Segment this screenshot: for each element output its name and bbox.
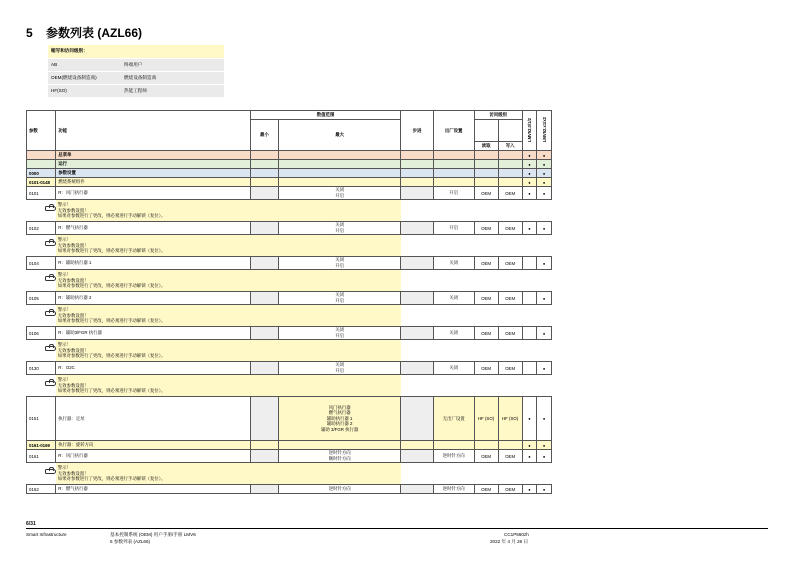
- table-row: [27, 327, 552, 340]
- warning-spacer: [401, 375, 552, 397]
- warning-hand-icon-cell: [27, 463, 56, 485]
- param-step: [401, 257, 433, 270]
- table-row: [27, 151, 552, 160]
- param-read-access: OEM: [474, 485, 498, 494]
- param-write-access: [498, 160, 522, 169]
- footer-doc-code: CC1P560zh: [504, 532, 529, 537]
- param-max: 关闭 开启: [279, 222, 401, 235]
- param-max: [279, 160, 401, 169]
- param-min: [250, 222, 278, 235]
- param-function: 总菜单: [56, 151, 251, 160]
- param-step: [401, 441, 433, 450]
- table-row: [27, 178, 552, 187]
- variant-2-marker: ●: [537, 222, 552, 235]
- footer-rule: [26, 528, 768, 529]
- pointing-hand-icon: [45, 241, 56, 246]
- variant-2-marker: ●: [537, 151, 552, 160]
- param-max: 关闭 开启: [279, 292, 401, 305]
- param-step: [401, 222, 433, 235]
- param-step: [401, 178, 433, 187]
- param-step: [401, 169, 433, 178]
- param-read-access: OEM: [474, 187, 498, 200]
- variant-2-marker: ●: [537, 257, 552, 270]
- variant-2-marker: ●: [537, 187, 552, 200]
- param-default: [433, 151, 474, 160]
- param-default: 开启: [433, 222, 474, 235]
- variant-1-marker: [522, 362, 537, 375]
- table-row: [27, 169, 552, 178]
- warning-row: [27, 200, 552, 222]
- param-step: [401, 485, 433, 494]
- warning-hand-icon-cell: [27, 235, 56, 257]
- pointing-hand-icon: [45, 469, 56, 474]
- param-function: 执行器：旋转方向: [56, 441, 251, 450]
- warning-text: 警示！ 无效参数设置！ 如果对参数进行了更改，则必须进行手动解锁（复位）。: [56, 200, 401, 222]
- param-id: 0104: [27, 257, 56, 270]
- param-function: R：辅助3/FGR 执行器: [56, 327, 251, 340]
- param-id: 0106: [27, 327, 56, 340]
- param-default: 关闭: [433, 292, 474, 305]
- param-max: 逆时针方向: [279, 485, 401, 494]
- param-default: 开启: [433, 187, 474, 200]
- param-id: 0161: [27, 450, 56, 463]
- param-read-access: OEM: [474, 450, 498, 463]
- param-max: 逆时针方向 顺时针方向: [279, 450, 401, 463]
- param-function: R：风门执行器: [56, 187, 251, 200]
- pointing-hand-icon: [45, 206, 56, 211]
- warning-row: [27, 270, 552, 292]
- param-read-access: [474, 151, 498, 160]
- page-number: 6/31: [26, 521, 36, 527]
- param-read-access: [474, 441, 498, 450]
- warning-hand-icon-cell: [27, 305, 56, 327]
- variant-1-marker: ●: [522, 187, 537, 200]
- param-read-access: HF (SO): [474, 397, 498, 441]
- param-min: [250, 169, 278, 178]
- warning-row: [27, 235, 552, 257]
- warning-text: 警示！ 无效参数设置！ 如果对参数进行了更改，则必须进行手动解锁（复位）。: [56, 270, 401, 292]
- abbr-value: 终端用户: [121, 58, 224, 71]
- table-row: [27, 160, 552, 169]
- variant-1-marker: [522, 327, 537, 340]
- param-write-access: OEM: [498, 327, 522, 340]
- variant-1-marker: ●: [522, 151, 537, 160]
- param-function: 执行器：定址: [56, 397, 251, 441]
- param-write-access: [498, 441, 522, 450]
- param-default: 无出厂设置: [433, 397, 474, 441]
- param-min: [250, 362, 278, 375]
- param-default: [433, 160, 474, 169]
- param-write-access: OEM: [498, 257, 522, 270]
- pointing-hand-icon: [45, 346, 56, 351]
- param-step: [401, 151, 433, 160]
- param-id: 0105: [27, 292, 56, 305]
- param-min: [250, 160, 278, 169]
- param-min: [250, 327, 278, 340]
- warning-row: [27, 340, 552, 362]
- param-default: 关闭: [433, 362, 474, 375]
- warning-row: [27, 375, 552, 397]
- warning-spacer: [401, 305, 552, 327]
- table-row: [27, 257, 552, 270]
- param-id: 0102: [27, 222, 56, 235]
- param-step: [401, 160, 433, 169]
- param-min: [250, 292, 278, 305]
- abbr-value: 燃烧设备制造商: [121, 71, 224, 84]
- param-step: [401, 362, 433, 375]
- table-row: [27, 187, 552, 200]
- table-row: [27, 441, 552, 450]
- footer-company: Smart Infrastructure: [26, 532, 67, 537]
- param-function: R：O2C: [56, 362, 251, 375]
- warning-spacer: [401, 200, 552, 222]
- param-max: 关闭 开启: [279, 257, 401, 270]
- param-default: 关闭: [433, 327, 474, 340]
- param-id: 0130: [27, 362, 56, 375]
- warning-text: 警示！ 无效参数设置！ 如果对参数进行了更改，则必须进行手动解锁（复位）。: [56, 305, 401, 327]
- variant-2-marker: ●: [537, 485, 552, 494]
- param-function: R：燃气执行器: [56, 222, 251, 235]
- param-write-access: OEM: [498, 450, 522, 463]
- param-min: [250, 187, 278, 200]
- table-row: [27, 222, 552, 235]
- param-read-access: OEM: [474, 362, 498, 375]
- param-write-access: OEM: [498, 187, 522, 200]
- col-header-read: 读取: [474, 142, 498, 151]
- variant-2-marker: ●: [537, 397, 552, 441]
- variant-1-marker: [522, 257, 537, 270]
- param-min: [250, 178, 278, 187]
- col-header-variant-2: LMV52.x1/x2: [537, 111, 552, 151]
- warning-hand-icon-cell: [27, 340, 56, 362]
- param-function: 参数设置: [56, 169, 251, 178]
- abbr-key: HF(SO): [48, 84, 121, 97]
- param-max: 关闭 开启: [279, 187, 401, 200]
- param-step: [401, 187, 433, 200]
- param-function: R：风门执行器: [56, 450, 251, 463]
- variant-2-marker: ●: [537, 169, 552, 178]
- heading-title: 参数列表 (AZL66): [46, 26, 143, 40]
- param-write-access: [498, 151, 522, 160]
- variant-2-marker: ●: [537, 292, 552, 305]
- param-write-access: [498, 178, 522, 187]
- table-row: [27, 362, 552, 375]
- footer-doc-title: 基本控制系统 (OEM) 用户手册/手册 LMV6: [110, 532, 196, 537]
- param-write-access: HF (SO): [498, 397, 522, 441]
- param-id: 0000: [27, 169, 56, 178]
- abbr-key: AB: [48, 58, 121, 71]
- param-write-access: OEM: [498, 292, 522, 305]
- param-min: [250, 485, 278, 494]
- warning-hand-icon-cell: [27, 270, 56, 292]
- param-id: 0151: [27, 397, 56, 441]
- col-header-default: 出厂设置: [433, 111, 474, 151]
- param-id: 0101: [27, 187, 56, 200]
- abbr-key: OEM(燃烧设备制造商): [48, 71, 121, 84]
- param-max: 关闭 开启: [279, 327, 401, 340]
- param-default: 逆时针方向: [433, 485, 474, 494]
- warning-row: [27, 305, 552, 327]
- variant-2-marker: ●: [537, 160, 552, 169]
- param-min: [250, 397, 278, 441]
- param-default: [433, 169, 474, 178]
- param-max: 关闭 开启: [279, 362, 401, 375]
- param-id: 0162: [27, 485, 56, 494]
- footer-date: 2022 年 4 月 26 日: [490, 539, 529, 544]
- abbr-header: 缩写和访问级别：: [48, 45, 224, 58]
- param-default: 关闭: [433, 257, 474, 270]
- warning-spacer: [401, 270, 552, 292]
- param-default: [433, 441, 474, 450]
- param-id: 0161-0169: [27, 441, 56, 450]
- param-step: [401, 292, 433, 305]
- param-function: 运行: [56, 160, 251, 169]
- param-default: [433, 178, 474, 187]
- table-row: [27, 397, 552, 441]
- param-step: [401, 397, 433, 441]
- table-row: [27, 292, 552, 305]
- param-id: [27, 160, 56, 169]
- param-write-access: OEM: [498, 222, 522, 235]
- param-min: [250, 450, 278, 463]
- param-step: [401, 327, 433, 340]
- param-min: [250, 151, 278, 160]
- heading-number: 5: [26, 26, 33, 40]
- page-heading: [26, 24, 142, 41]
- param-default: 逆时针方向: [433, 450, 474, 463]
- col-header-max: 最大: [279, 120, 401, 151]
- warning-spacer: [401, 340, 552, 362]
- pointing-hand-icon: [45, 311, 56, 316]
- variant-1-marker: ●: [522, 441, 537, 450]
- param-read-access: OEM: [474, 327, 498, 340]
- param-read-access: [474, 160, 498, 169]
- warning-text: 警示！ 无效参数设置！ 如果对参数进行了更改，则必须进行手动解锁（复位）。: [56, 375, 401, 397]
- table-row: [27, 450, 552, 463]
- param-id: 0101-0148: [27, 178, 56, 187]
- variant-1-marker: ●: [522, 222, 537, 235]
- param-min: [250, 441, 278, 450]
- pointing-hand-icon: [45, 276, 56, 281]
- param-max: [279, 151, 401, 160]
- warning-spacer: [401, 463, 552, 485]
- variant-1-marker: ●: [522, 169, 537, 178]
- warning-hand-icon-cell: [27, 200, 56, 222]
- warning-text: 警示！ 无效参数设置！ 如果对参数进行了更改，则必须进行手动解锁（复位）。: [56, 235, 401, 257]
- col-header-range: 数值范围: [250, 111, 401, 120]
- warning-text: 警示！ 无效参数设置！ 如果对参数进行了更改，则必须进行手动解锁（复位）。: [56, 340, 401, 362]
- param-step: [401, 450, 433, 463]
- warning-spacer: [401, 235, 552, 257]
- param-id: [27, 151, 56, 160]
- abbr-value: 热能工程师: [121, 84, 224, 97]
- col-header-step: 步进: [401, 111, 433, 151]
- warning-text: 警示！ 无效参数设置！ 如果对参数进行了更改，则必须进行手动解锁（复位）。: [56, 463, 401, 485]
- col-header-variant-1: LMV52.0/1/2: [522, 111, 537, 151]
- param-max: 风门执行器 燃气执行器 辅助执行器 1 辅助执行器 2 辅助 3/FGR 执行器: [279, 397, 401, 441]
- warning-hand-icon-cell: [27, 375, 56, 397]
- variant-1-marker: [522, 292, 537, 305]
- variant-2-marker: ●: [537, 441, 552, 450]
- param-read-access: [474, 178, 498, 187]
- param-read-access: OEM: [474, 257, 498, 270]
- param-read-access: OEM: [474, 292, 498, 305]
- col-header-write: 写入: [498, 142, 522, 151]
- col-header-access: 访问级别: [474, 111, 522, 120]
- param-function: R：燃气执行器: [56, 485, 251, 494]
- col-header-min: 最小: [250, 120, 278, 151]
- pointing-hand-icon: [45, 381, 56, 386]
- variant-1-marker: ●: [522, 485, 537, 494]
- col-header-function: 功能: [56, 111, 251, 151]
- param-write-access: OEM: [498, 485, 522, 494]
- col-header-param: 参数: [27, 111, 56, 151]
- variant-1-marker: ●: [522, 178, 537, 187]
- param-write-access: OEM: [498, 362, 522, 375]
- parameter-table: [26, 110, 552, 494]
- param-read-access: OEM: [474, 222, 498, 235]
- variant-1-marker: ●: [522, 397, 537, 441]
- param-max: [279, 441, 401, 450]
- param-function: R：辅助执行器 1: [56, 257, 251, 270]
- param-write-access: [498, 169, 522, 178]
- footer-doc-section: 5 参数列表 (AZL66): [110, 539, 151, 544]
- abbreviation-table: [48, 45, 224, 98]
- param-function: R：辅助执行器 2: [56, 292, 251, 305]
- param-read-access: [474, 169, 498, 178]
- param-function: 燃烧系统组件: [56, 178, 251, 187]
- variant-2-marker: ●: [537, 450, 552, 463]
- variant-1-marker: ●: [522, 450, 537, 463]
- variant-2-marker: ●: [537, 362, 552, 375]
- param-max: [279, 169, 401, 178]
- table-row: [27, 485, 552, 494]
- param-min: [250, 257, 278, 270]
- variant-1-marker: ●: [522, 160, 537, 169]
- variant-2-marker: ●: [537, 327, 552, 340]
- warning-row: [27, 463, 552, 485]
- param-max: [279, 178, 401, 187]
- variant-2-marker: ●: [537, 178, 552, 187]
